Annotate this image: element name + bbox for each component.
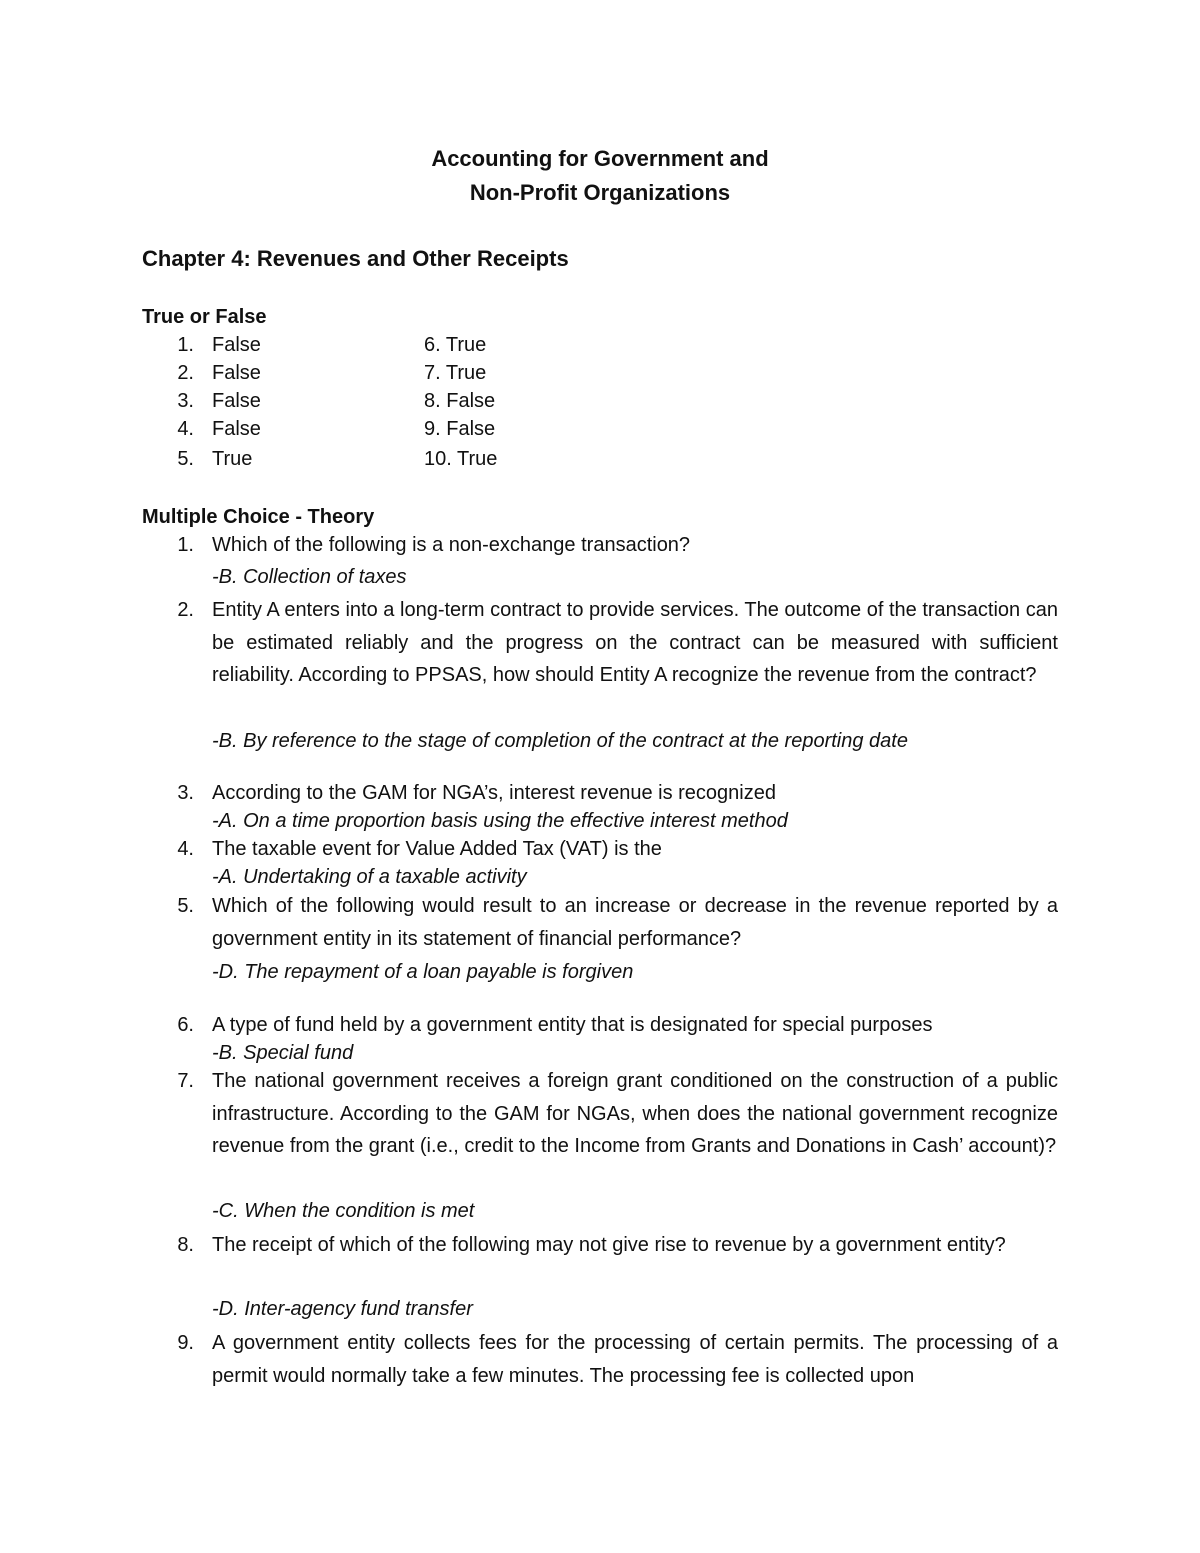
chapter-heading: Chapter 4: Revenues and Other Receipts — [142, 246, 569, 271]
tf-number: 1. — [177, 334, 194, 356]
question-text: Entity A enters into a long-term contract to provide services. The outcome of the transaction can be estimated reliably and the progress on the contract can be measured with sufficient reliability. According to PPSAS, how should Entity A recognize the revenue from the contract? — [212, 599, 1058, 687]
question-number: 7. — [177, 1070, 194, 1092]
tf-number: 2. — [177, 362, 194, 384]
document-title-line2: Non-Profit Organizations — [469, 180, 731, 205]
true-false-heading: True or False — [142, 306, 267, 328]
tf-answer: False — [212, 390, 261, 412]
question-answer: -A. Undertaking of a taxable activity — [212, 866, 527, 888]
question-answer: -A. On a time proportion basis using the effective interest method — [212, 810, 788, 832]
question-text: A government entity collects fees for the processing of certain permits. The processing of a permit would normally take a few minutes. The processing fee is collected upon — [212, 1332, 1058, 1387]
question-text: The receipt of which of the following may not give rise to revenue by a government entity? — [212, 1234, 1006, 1256]
tf-answer: 6. True — [424, 334, 487, 356]
question-text: Which of the following is a non-exchange transaction? — [212, 534, 691, 556]
question-number: 1. — [177, 534, 194, 556]
document-title-line1: Accounting for Government and — [431, 146, 769, 171]
question-number: 9. — [177, 1332, 194, 1354]
question-text: The national government receives a foreign grant conditioned on the construction of a public infrastructure. According to the GAM for NGAs, when does the national government recognize revenue from the grant (i.e., credit to the Income from Grants and Donations in Cash’ account)? — [212, 1070, 1058, 1158]
question-answer: -D. The repayment of a loan payable is forgiven — [212, 961, 634, 983]
tf-answer: 8. False — [424, 390, 496, 412]
tf-number: 4. — [177, 418, 194, 440]
question-text: Which of the following would result to an increase or decrease in the revenue reported by a government entity in its statement of financial performance? — [212, 895, 1058, 950]
tf-number: 3. — [177, 390, 194, 412]
question-text: A type of fund held by a government entity that is designated for special purposes — [212, 1014, 933, 1036]
question-text: The taxable event for Value Added Tax (VAT) is the — [212, 838, 662, 860]
tf-answer: False — [212, 362, 261, 384]
multiple-choice-heading: Multiple Choice - Theory — [142, 506, 375, 528]
tf-answer: False — [212, 334, 261, 356]
tf-number: 5. — [177, 448, 194, 470]
question-number: 8. — [177, 1234, 194, 1256]
question-number: 3. — [177, 782, 194, 804]
tf-answer: False — [212, 418, 261, 440]
question-text: According to the GAM for NGA’s, interest revenue is recognized — [212, 782, 776, 804]
tf-answer: 10. True — [424, 448, 498, 470]
question-answer: -B. Special fund — [212, 1042, 354, 1064]
question-number: 6. — [177, 1014, 194, 1036]
tf-answer: 7. True — [424, 362, 487, 384]
question-answer: -C. When the condition is met — [212, 1200, 475, 1222]
tf-answer: 9. False — [424, 418, 496, 440]
question-number: 2. — [177, 599, 194, 621]
tf-answer: True — [212, 448, 253, 470]
question-answer: -B. Collection of taxes — [212, 566, 407, 588]
question-answer: -D. Inter-agency fund transfer — [212, 1298, 473, 1320]
question-number: 5. — [177, 895, 194, 917]
question-number: 4. — [177, 838, 194, 860]
question-answer: -B. By reference to the stage of completion of the contract at the reporting date — [212, 730, 908, 752]
